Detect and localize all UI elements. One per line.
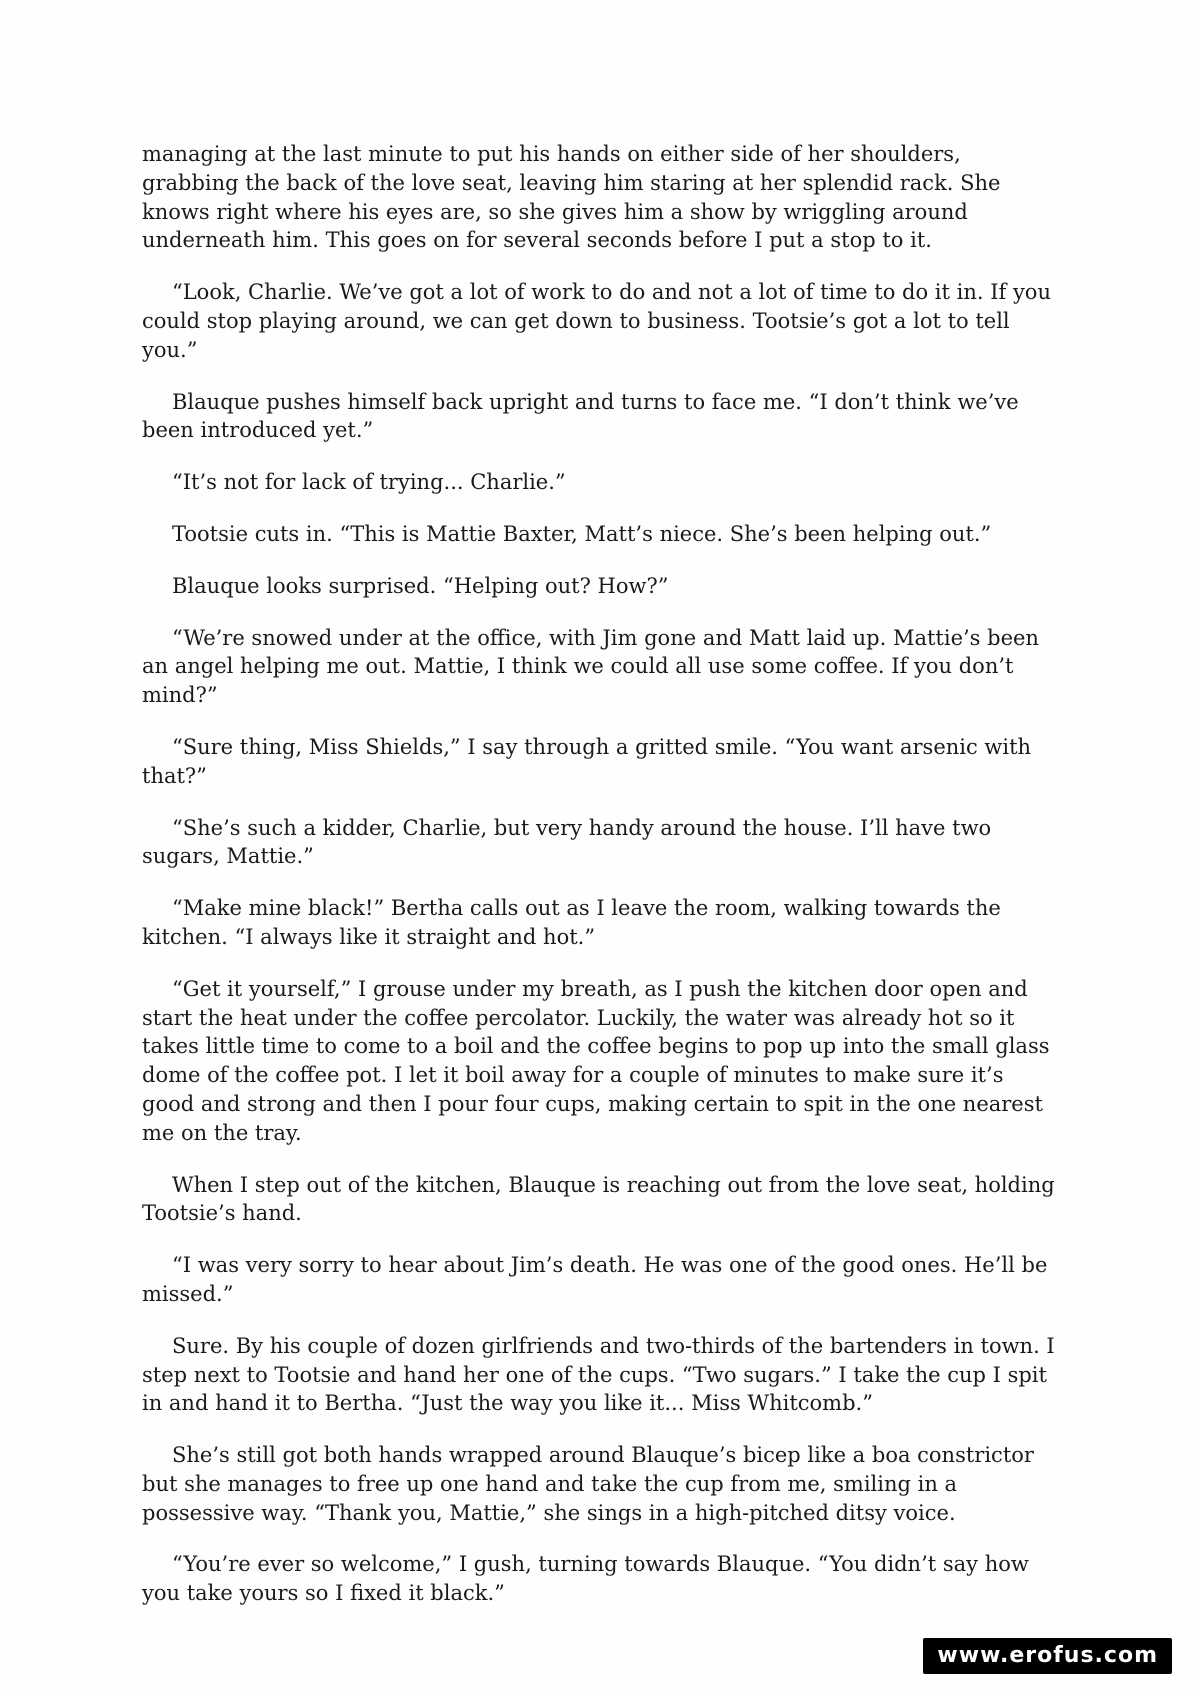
paragraph: managing at the last minute to put his hands on either side of her shoulders, grabbing the back of the love seat, leaving him staring at her splendid rack. She knows right where his eyes are, so she gives him a show by wriggling around underneath him. This goes on for several seconds before I put a stop to it. — [142, 142, 1001, 253]
paragraph: “Sure thing, Miss Shields,” I say through a gritted smile. “You want arsenic with that?” — [142, 734, 1032, 788]
paragraph: “She’s such a kidder, Charlie, but very handy around the house. I’ll have two sugars, Mattie.” — [142, 815, 992, 869]
paragraph: She’s still got both hands wrapped around Blauque’s bicep like a boa constrictor but she manages to free up one hand and take the cup from me, smiling in a possessive way. “Thank you, Mattie,” she sings in a high-pitched ditsy voice. — [142, 1443, 1034, 1525]
paragraph: Tootsie cuts in. “This is Mattie Baxter, Matt’s niece. She’s been helping out.” — [172, 521, 992, 546]
paragraph: “We’re snowed under at the office, with Jim gone and Matt laid up. Mattie’s been an angel helping me out. Mattie, I think we could all use some coffee. If you don’t mind?” — [142, 625, 1039, 708]
paragraph: When I step out of the kitchen, Blauque is reaching out from the love seat, holding Tootsie’s hand. — [142, 1172, 1055, 1226]
body-text — [142, 140, 1062, 1631]
paragraph: Blauque looks surprised. “Helping out? How?” — [172, 573, 669, 598]
watermark-badge: www.erofus.com — [923, 1638, 1172, 1674]
paragraph: “I was very sorry to hear about Jim’s death. He was one of the good ones. He’ll be missed.” — [142, 1253, 1048, 1306]
paragraph: “Get it yourself,” I grouse under my breath, as I push the kitchen door open and start the heat under the coffee percolator. Luckily, the water was already hot so it takes little time to come to a boil and the coffee begins to pop up into the small glass dome of the coffee pot. I let it boil away for a couple of minutes to make sure it’s good and strong and then I pour four cups, making certain to spit in the one nearest me on the tray. — [142, 976, 1050, 1145]
paragraph: Sure. By his couple of dozen girlfriends and two-thirds of the bartenders in town. I step next to Tootsie and hand her one of the cups. “Two sugars.” I take the cup I spit in and hand it to Bertha. “Just the way you like it... Miss Whitcomb.” — [142, 1333, 1055, 1416]
paragraph: “It’s not for lack of trying... Charlie.” — [172, 470, 566, 495]
paragraph: “Look, Charlie. We’ve got a lot of work to do and not a lot of time to do it in. If you could stop playing around, we can get down to business. Tootsie’s got a lot to tell you.” — [142, 280, 1051, 362]
paragraph: “Make mine black!” Bertha calls out as I leave the room, walking towards the kitchen. “I always like it straight and hot.” — [142, 896, 1001, 949]
paragraph: “You’re ever so welcome,” I gush, turning towards Blauque. “You didn’t say how you take yours so I fixed it black.” — [142, 1552, 1029, 1606]
paragraph: Blauque pushes himself back upright and turns to face me. “I don’t think we’ve been introduced yet.” — [142, 389, 1019, 443]
